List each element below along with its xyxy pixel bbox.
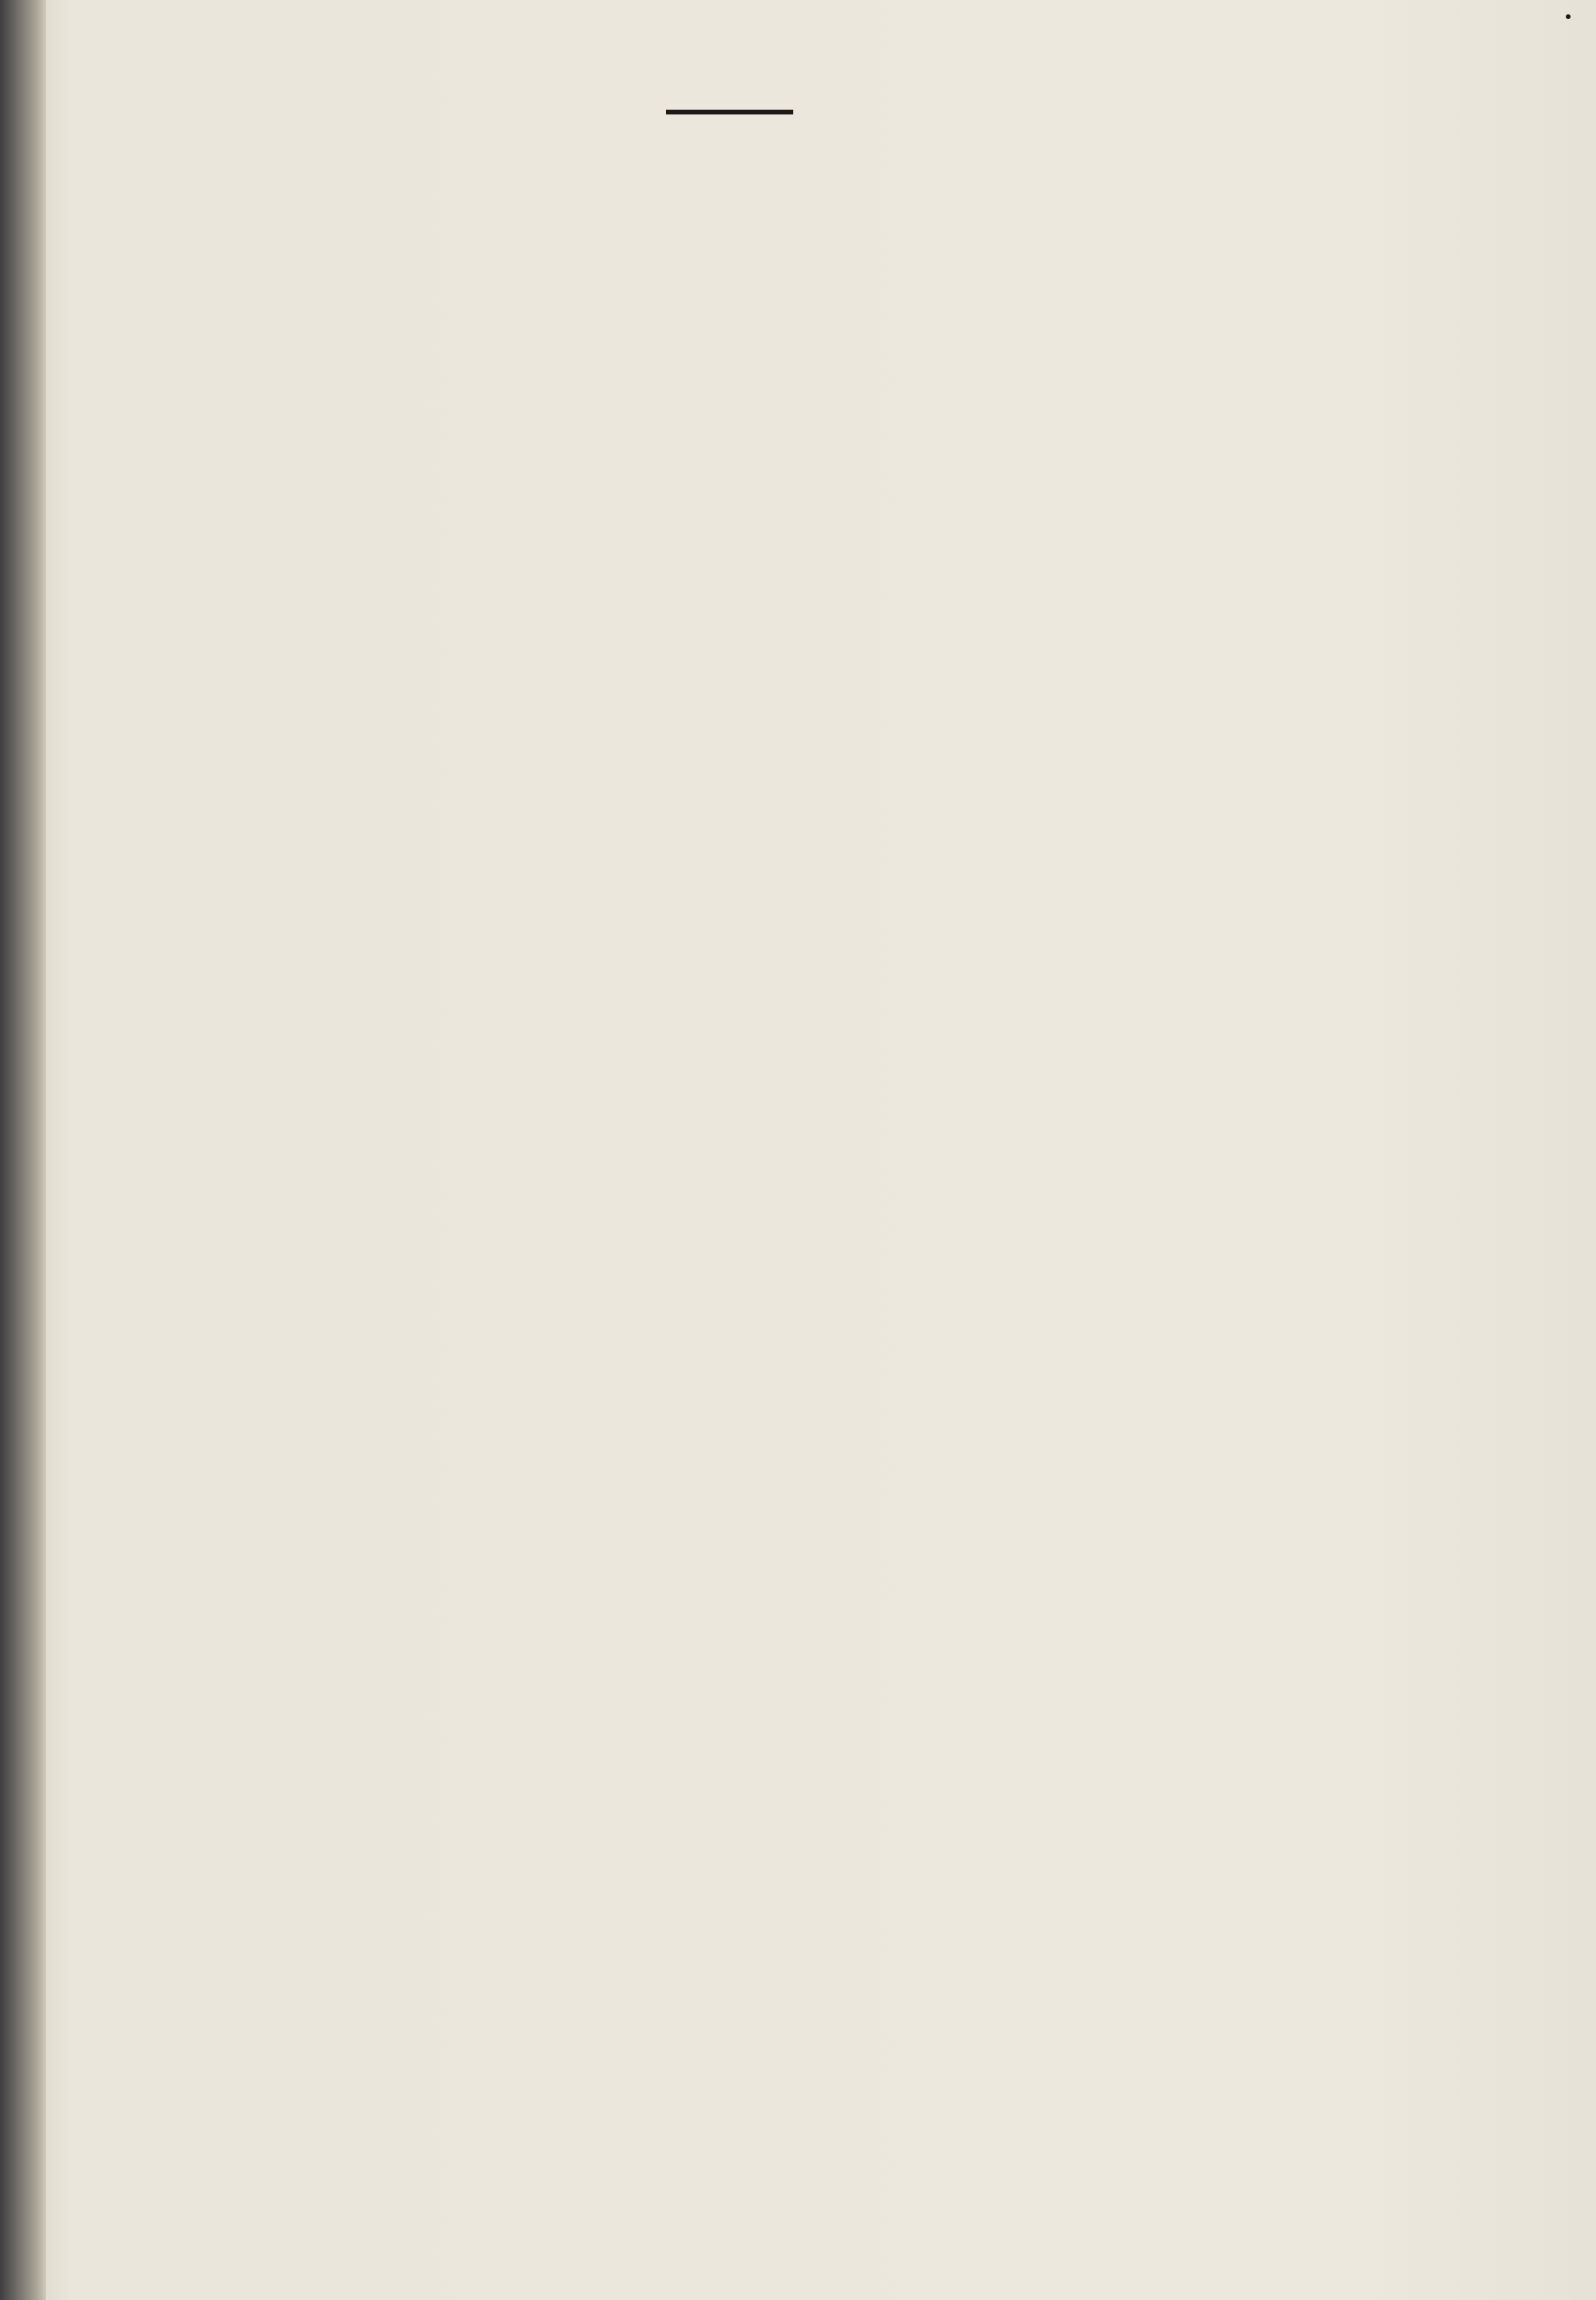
page-content [46,46,1413,173]
ink-dot [1566,14,1571,19]
binding-gutter [0,0,46,2300]
section-divider [666,110,793,114]
